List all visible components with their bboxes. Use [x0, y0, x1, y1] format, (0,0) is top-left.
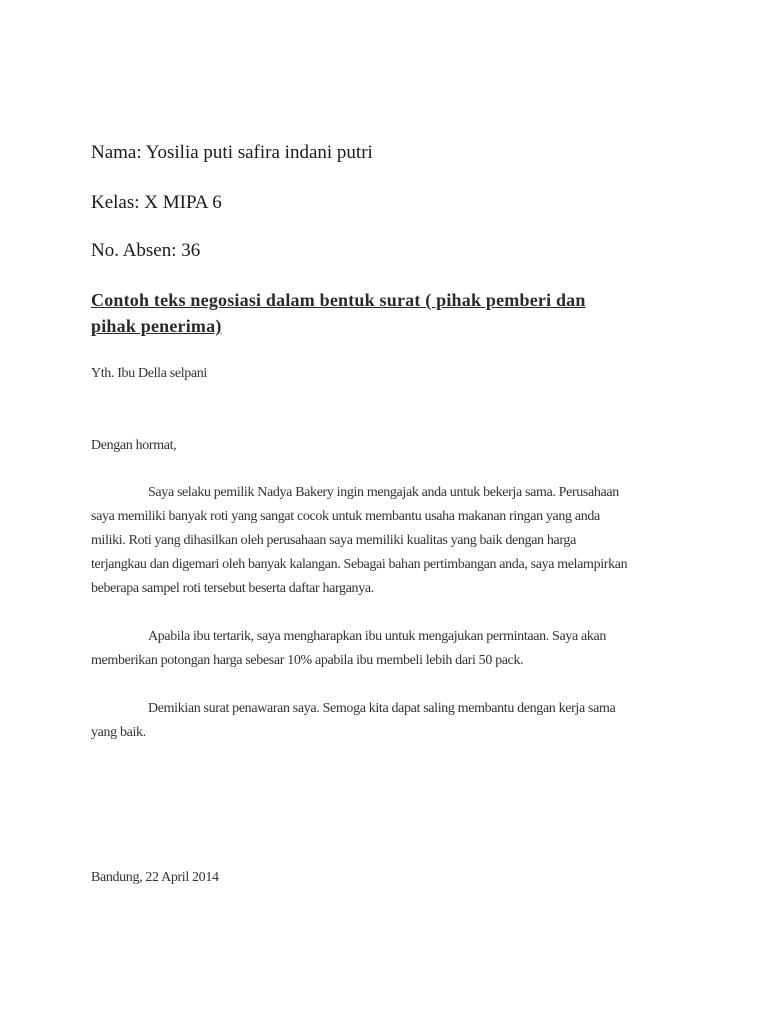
paragraph-line: terjangkau dan digemari oleh banyak kalangan. Sebagai bahan pertimbangan anda, saya melampirkan [91, 557, 628, 572]
student-name: Nama: Yosilia puti safira indani putri [91, 142, 373, 163]
paragraph-line: memberikan potongan harga sebesar 10% apabila ibu membeli lebih dari 50 pack. [91, 653, 524, 668]
document-title-line-1: Contoh teks negosiasi dalam bentuk surat ( pihak pemberi dan [91, 290, 586, 310]
recipient: Yth. Ibu Della selpani [91, 366, 207, 381]
paragraph-line: Demikian surat penawaran saya. Semoga kita dapat saling membantu dengan kerja sama [148, 701, 616, 716]
place-date: Bandung, 22 April 2014 [91, 870, 219, 885]
paragraph-line: miliki. Roti yang dihasilkan oleh perusahaan saya memiliki kualitas yang baik dengan harga [91, 533, 576, 548]
student-number: No. Absen: 36 [91, 240, 201, 261]
student-class: Kelas: X MIPA 6 [91, 192, 222, 213]
paragraph-line: Saya selaku pemilik Nadya Bakery ingin mengajak anda untuk bekerja sama. Perusahaan [148, 485, 619, 500]
paragraph-line: beberapa sampel roti tersebut beserta daftar harganya. [91, 581, 374, 596]
document-title-line-2: pihak penerima) [91, 316, 222, 336]
paragraph-line: Apabila ibu tertarik, saya mengharapkan ibu untuk mengajukan permintaan. Saya akan [148, 629, 607, 644]
paragraph-line: saya memiliki banyak roti yang sangat cocok untuk membantu usaha makanan ringan yang anda [91, 509, 600, 524]
greeting: Dengan hormat, [91, 438, 177, 453]
paragraph-line: yang baik. [91, 725, 146, 740]
